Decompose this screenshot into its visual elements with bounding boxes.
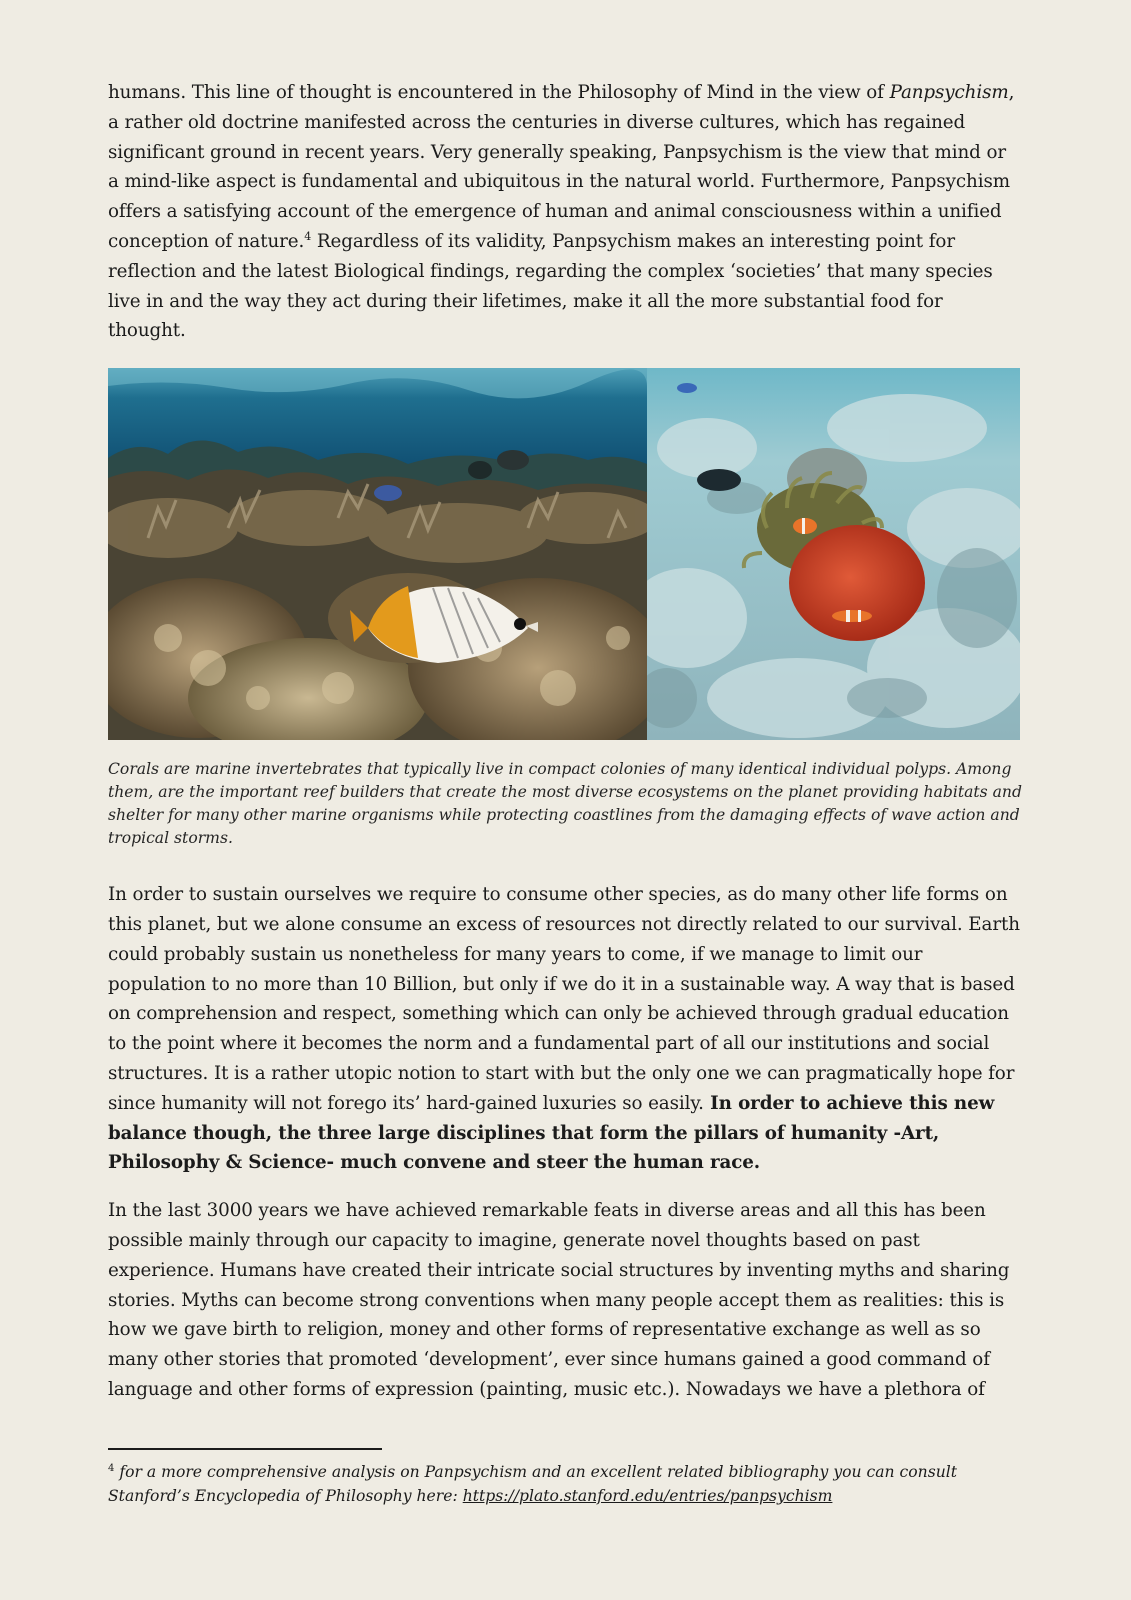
paragraph-text: Regardless of its validity, Panpsychism makes an interesting point for reflection and the latest Biological findings, regarding the complex ‘societies’ that many species live in and the way they act during their lifetimes, make it all the more substantial food for thought.: [108, 230, 993, 342]
footnote-reference[interactable]: 4: [304, 229, 312, 243]
footnote-divider: [108, 1448, 382, 1450]
paragraph-sustainability: [108, 880, 1022, 1178]
coral-reef-butterflyfish-photo: [108, 368, 647, 740]
bold-statement: In order to achieve this new balance though, the three large disciplines that form the pillars of humanity -Art, Philosophy & Science- much convene and steer the human race.: [108, 1092, 995, 1174]
footnote: [108, 1460, 1020, 1508]
italic-term: Panpsychism: [889, 82, 1009, 103]
paragraph-myths: In the last 3000 years we have achieved remarkable feats in diverse areas and all this has been possible mainly through our capacity to imagine, generate novel thoughts based on past experience. Humans have created their intricate social structures by inventing myths and sharing stories. Myths can become strong conventions when many people accept them as realities: this is how we gave birth to religion, money and other forms of representative exchange as well as so many other stories that promoted ‘development’, ever since humans gained a good command of language and other forms of expression (painting, music etc.). Nowadays we have a plethora of: [108, 1200, 1010, 1400]
coral-reef-figure: [108, 368, 1020, 740]
footnote-text: for a more comprehensive analysis on Panpsychism and an excellent related bibliography you can consult Stanford’s Encyclopedia of Philosophy here:: [108, 1463, 958, 1505]
paragraph-text: , a rather old doctrine manifested across the centuries in diverse cultures, which has regained significant ground in recent years. Very generally speaking, Panpsychism is the view that mind or a mind-like aspect is fundamental and ubiquitous in the natural world. Furthermore, Panpsychism offers a satisfying account of the emergence of human and animal consciousness within a unified conception of nature.: [108, 82, 1015, 252]
figure-caption: Corals are marine invertebrates that typically live in compact colonies of many identical individual polyps. Among them, are the important reef builders that create the most diverse ecosystems on the planet providing habitats and shelter for many other marine organisms while protecting coastlines from the damaging effects of wave action and tropical storms.: [108, 760, 1022, 848]
paragraph-text: In order to sustain ourselves we require to consume other species, as do many other life forms on this planet, but we alone consume an excess of resources not directly related to our survival. Earth could probably sustain us nonetheless for many years to come, if we manage to limit our population to no more than 10 Billion, but only if we do it in a sustainable way. A way that is based on comprehension and respect, something which can only be achieved through gradual education to the point where it becomes the norm and a fundamental part of all our institutions and social structures. It is a rather utopic notion to start with but the only one we can pragmatically hope for since humanity will not forego its’ hard-gained luxuries so easily.: [108, 884, 1020, 1114]
paragraph-text: humans. This line of thought is encountered in the Philosophy of Mind in the view of: [108, 82, 890, 103]
stanford-encyclopedia-link[interactable]: https://plato.stanford.edu/entries/panpsychism: [462, 1487, 833, 1505]
paragraph-panpsychism: [108, 78, 1022, 346]
anemone-clownfish-photo: [647, 368, 1020, 740]
footnote-number: 4: [108, 1463, 115, 1474]
